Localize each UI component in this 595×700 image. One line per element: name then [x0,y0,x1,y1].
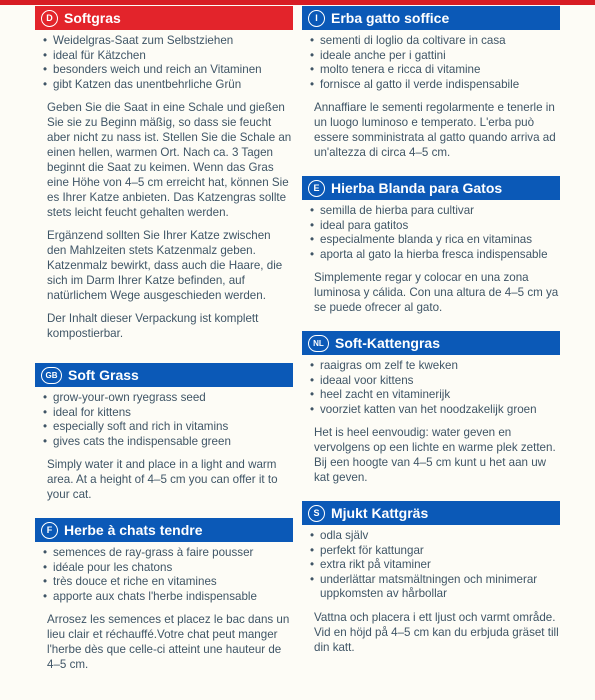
list-item: • ideal for kittens [43,406,293,421]
bullet-list-es [302,204,560,262]
section-nl [302,331,560,485]
section-header-nl [302,331,560,355]
paragraph-gb-1: Simply water it and place in a light and warm area. At a height of 4–5 cm you can offer it to your cat. [47,458,278,501]
country-badge-gb: GB [41,367,62,384]
country-badge-fr: F [41,522,58,539]
list-item: • sementi di loglio da coltivare in casa [310,34,560,49]
left-column [35,6,293,682]
bullet-list-de [35,34,293,92]
list-item: • ideale anche per i gattini [310,49,560,64]
list-item: • molto tenera e ricca di vitamine [310,63,560,78]
list-item: • gibt Katzen das unentbehrliche Grün [43,78,293,93]
section-title-nl: Soft-Kattengras [335,335,441,351]
paragraph-de-3: Der Inhalt dieser Verpackung ist komplett kompostierbar. [47,312,259,340]
list-item: • raaigras om zelf te kweken [310,359,560,374]
section-header-se [302,501,560,525]
list-item: • besonders weich und reich an Vitaminen [43,63,293,78]
bullet-list-nl [302,359,560,417]
bullet-list-se [302,529,560,602]
list-item: • apporte aux chats l'herbe indispensable [43,590,293,605]
section-header-de [35,6,293,30]
country-badge-de: D [41,10,58,27]
country-badge-se: S [308,505,325,522]
list-item: • grow-your-own ryegrass seed [43,391,293,406]
right-column [302,6,560,665]
list-item: • ideal für Kätzchen [43,49,293,64]
bullet-list-fr [35,546,293,604]
country-badge-nl: NL [308,335,329,352]
list-item: • aporta al gato la hierba fresca indispensable [310,248,560,263]
list-item: • semences de ray-grass à faire pousser [43,546,293,561]
list-item: • voorziet katten van het noodzakelijk groen [310,403,560,418]
list-item: • especialmente blanda y rica en vitaminas [310,233,560,248]
paragraph-nl-1: Het is heel eenvoudig: water geven en vervolgens op een lichte en warme plek zetten. Bij een hoogte van 4–5 cm kunt u het aan uw kat geven. [314,426,556,484]
list-item: • très douce et riche en vitamines [43,575,293,590]
section-title-it: Erba gatto soffice [331,10,450,26]
list-item: • perfekt för kattungar [310,544,560,559]
section-title-gb: Soft Grass [68,367,139,383]
list-item: • ideaal voor kittens [310,374,560,389]
section-header-it [302,6,560,30]
section-it [302,6,560,160]
section-title-se: Mjukt Kattgräs [331,505,429,521]
bullet-list-gb [35,391,293,449]
list-item: • fornisce al gatto il verde indispensabile [310,78,560,93]
list-item: • Weidelgras-Saat zum Selbstziehen [43,34,293,49]
list-item: • especially soft and rich in vitamins [43,420,293,435]
section-fr [35,518,293,672]
bullet-list-it [302,34,560,92]
country-badge-it: I [308,10,325,27]
paragraph-de-2: Ergänzend sollten Sie Ihrer Katze zwischen den Mahlzeiten stets Katzenmalz geben. Katzenmalz bewirkt, dass auch die Haare, die sich im Darm Ihrer Katze befinden, auf natürlichem Wege ausgeschieden werden. [47,229,283,302]
paragraph-it-1: Annaffiare le sementi regolarmente e tenerle in un luogo luminoso e temperato. L'erba può essere somministrata al gatto quando arriva ad un'altezza di circa 4–5 cm. [314,101,556,159]
paragraph-se-1: Vattna och placera i ett ljust och varmt område. Vid en höjd på 4–5 cm kan du erbjuda gräset till din katt. [314,610,559,654]
section-se [302,501,560,655]
section-es [302,176,560,315]
list-item: • heel zacht en vitaminerijk [310,388,560,403]
section-header-gb [35,363,293,387]
section-title-de: Softgras [64,10,121,26]
section-header-es [302,176,560,200]
section-title-es: Hierba Blanda para Gatos [331,180,503,196]
list-item: • idéale pour les chatons [43,561,293,576]
country-badge-es: E [308,180,325,197]
paragraph-de-1: Geben Sie die Saat in eine Schale und gießen Sie sie zu Beginn mäßig, so dass sie feucht aber nicht zu nass ist. Stellen Sie die Schale an einen hellen, warmen Ort. Nach ca. 3 Tagen beginnt die Saat zu keimen. Wenn das Gras eine Höhe von 4–5 cm erreicht hat, können Sie es Ihrer Katze anbieten. Das Katzengras sollte stets leicht feucht gehalten werden. [47,101,292,219]
list-item: • ideal para gatitos [310,219,560,234]
top-red-stripe [0,0,595,5]
section-header-fr [35,518,293,542]
paragraph-fr-1: Arrosez les semences et placez le bac dans un lieu clair et réchauffé.Votre chat peut manger l'herbe dès que celle-ci atteint une hauteur de 4–5 cm. [47,613,290,671]
list-item: • odla själv [310,529,560,544]
section-gb [35,363,293,502]
list-item: • extra rikt på vitaminer [310,558,560,573]
list-item: • gives cats the indispensable green [43,435,293,450]
list-item: • underlättar matsmältningen och minimerar uppkomsten av hårbollar [310,573,560,602]
section-title-fr: Herbe à chats tendre [64,522,203,538]
section-de [35,6,293,341]
list-item: • semilla de hierba para cultivar [310,204,560,219]
paragraph-es-1: Simplemente regar y colocar en una zona luminosa y cálida. Con una altura de 4–5 cm ya se puede ofrecer al gato. [314,271,559,314]
